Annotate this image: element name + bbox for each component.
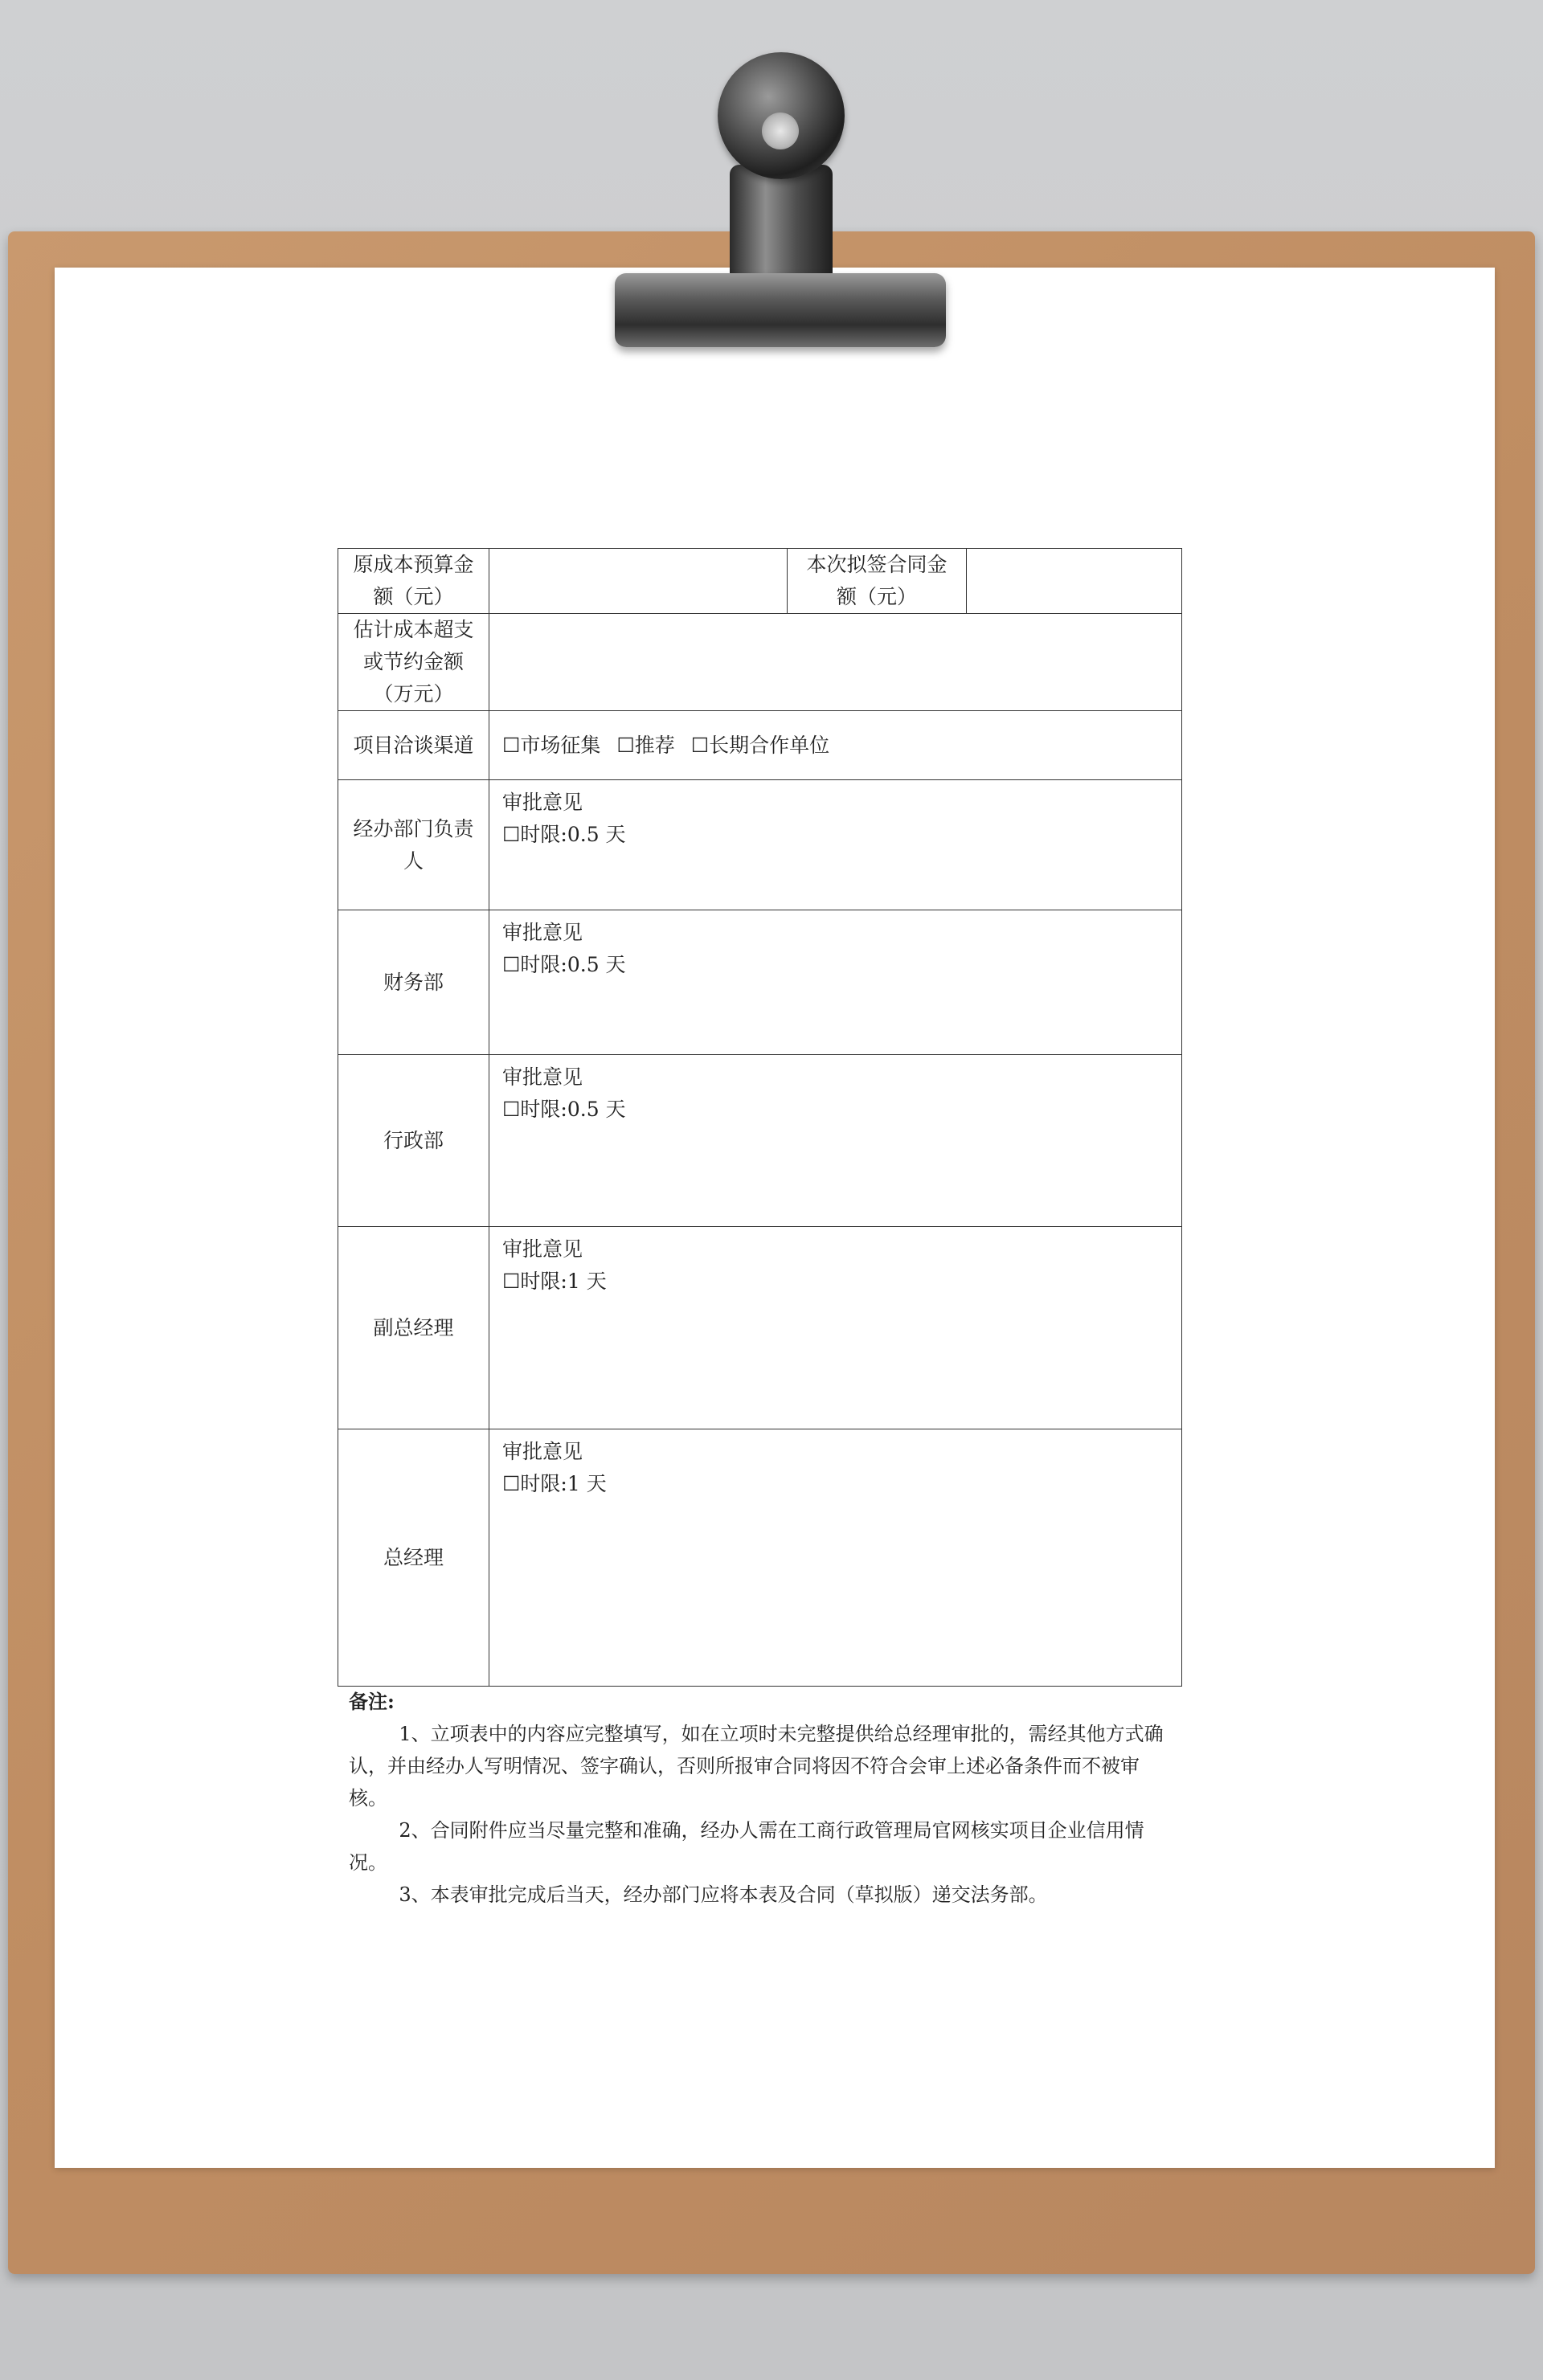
original-budget-label: 原成本预算金额（元） [338, 549, 489, 614]
approval-deadline[interactable]: ☐时限:0.5 天 [502, 823, 626, 846]
cost-overrun-label: 估计成本超支或节约金额（万元） [338, 614, 489, 711]
approval-title: 审批意见 [502, 1440, 583, 1463]
channel-option-longterm[interactable]: ☐长期合作单位 [690, 733, 830, 757]
approval-label-admin: 行政部 [338, 1055, 489, 1227]
approval-deadline[interactable]: ☐时限:1 天 [502, 1270, 607, 1293]
row-approval-vice-gm [338, 1227, 1182, 1429]
approval-title: 审批意见 [502, 791, 583, 814]
row-channel [338, 711, 1182, 780]
channel-option-recommend[interactable]: ☐推荐 [616, 733, 675, 757]
row-approval-finance [338, 910, 1182, 1055]
approval-title: 审批意见 [502, 1065, 583, 1089]
clip-neck [730, 165, 833, 285]
approval-title: 审批意见 [502, 1237, 583, 1261]
approval-label-gm: 总经理 [338, 1429, 489, 1687]
row-overrun [338, 614, 1182, 711]
project-approval-form [338, 548, 1182, 1687]
approval-label-handler: 经办部门负责人 [338, 780, 489, 910]
approval-deadline[interactable]: ☐时限:0.5 天 [502, 1098, 626, 1121]
clip-hole [762, 112, 799, 149]
notes-section [349, 1686, 1177, 1911]
row-budget [338, 549, 1182, 614]
approval-cell-finance[interactable] [489, 910, 1182, 1055]
approval-title: 审批意见 [502, 921, 583, 944]
channel-options [489, 711, 1182, 780]
notes-title: 备注: [349, 1690, 395, 1713]
approval-cell-vice-gm[interactable] [489, 1227, 1182, 1429]
row-approval-handler [338, 780, 1182, 910]
row-approval-gm [338, 1429, 1182, 1687]
approval-cell-admin[interactable] [489, 1055, 1182, 1227]
approval-deadline[interactable]: ☐时限:1 天 [502, 1472, 607, 1495]
approval-cell-handler[interactable] [489, 780, 1182, 910]
clip-bar [615, 273, 946, 347]
note-item: 2、合同附件应当尽量完整和准确，经办人需在工商行政管理局官网核实项目企业信用情况。 [349, 1819, 1144, 1874]
channel-option-market[interactable]: ☐市场征集 [502, 733, 601, 757]
approval-cell-gm[interactable] [489, 1429, 1182, 1687]
original-budget-value[interactable] [489, 549, 788, 614]
approval-label-finance: 财务部 [338, 910, 489, 1055]
approval-label-vice-gm: 副总经理 [338, 1227, 489, 1429]
cost-overrun-value[interactable] [489, 614, 1182, 711]
contract-amount-label: 本次拟签合同金额（元） [788, 549, 967, 614]
approval-deadline[interactable]: ☐时限:0.5 天 [502, 953, 626, 976]
contract-amount-value[interactable] [967, 549, 1182, 614]
channel-label: 项目洽谈渠道 [338, 711, 489, 780]
row-approval-admin [338, 1055, 1182, 1227]
note-item: 3、本表审批完成后当天，经办部门应将本表及合同（草拟版）递交法务部。 [399, 1883, 1048, 1906]
note-item: 1、立项表中的内容应完整填写，如在立项时未完整提供给总经理审批的，需经其他方式确认，并由经办人写明情况、签字确认，否则所报审合同将因不符合会审上述必备条件而不被审核。 [349, 1723, 1164, 1810]
